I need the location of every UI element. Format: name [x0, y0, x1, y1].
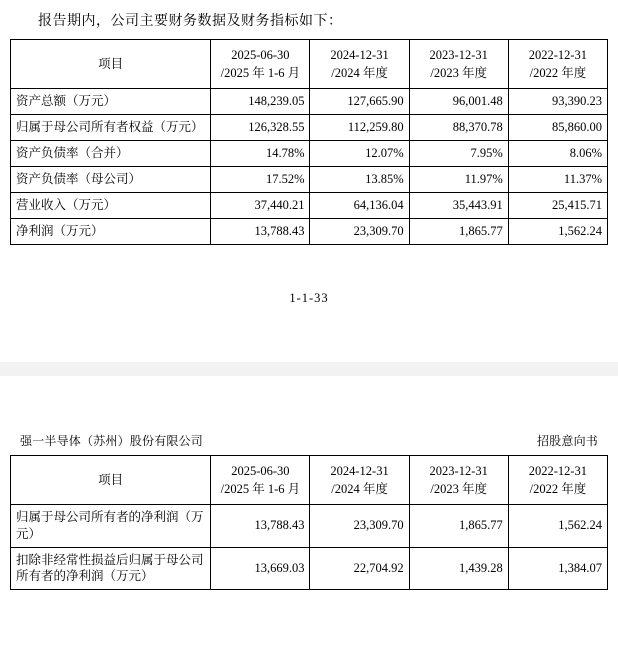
- row-value: 35,443.91: [409, 192, 508, 218]
- header-line-1: 2023-12-31: [429, 48, 488, 62]
- document-page-two: [0, 432, 618, 593]
- table-header-row: [11, 40, 608, 89]
- header-line-1: 项目: [98, 57, 124, 72]
- running-header-company: 强一半导体（苏州）股份有限公司: [20, 433, 204, 448]
- row-label: 扣除非经常性损益后归属于母公司所有者的净利润（万元）: [11, 547, 211, 590]
- header-line-2: /2023 年度: [430, 481, 488, 496]
- row-value: 85,860.00: [508, 115, 607, 141]
- row-value: 88,370.78: [409, 115, 508, 141]
- table-body: [11, 504, 608, 590]
- row-value: 127,665.90: [310, 89, 409, 115]
- row-label: 资产负债率（母公司）: [11, 166, 211, 192]
- row-value: 1,865.77: [409, 218, 508, 244]
- header-line-1: 2025-06-30: [231, 463, 290, 478]
- table-row: [11, 166, 608, 192]
- header-cell-period-3: [409, 40, 508, 89]
- row-value: 7.95%: [409, 141, 508, 167]
- header-line-1: 2022-12-31: [528, 48, 588, 62]
- header-cell-period-4: [508, 455, 607, 504]
- row-value: 22,704.92: [310, 547, 409, 590]
- header-cell-item: [11, 40, 211, 89]
- row-value: 11.37%: [508, 166, 607, 192]
- header-line-1: 2024-12-31: [330, 463, 389, 478]
- row-label: 资产负债率（合并）: [11, 141, 211, 167]
- header-cell-period-2: [310, 455, 409, 504]
- financial-summary-table-wrapper: [10, 39, 608, 247]
- page-gap-spacer-bottom: [0, 376, 618, 432]
- row-value: 23,309.70: [310, 218, 409, 244]
- header-line-2: /2024 年度: [331, 66, 388, 81]
- row-label: 资产总额（万元）: [11, 89, 211, 115]
- header-line-2: /2025 年 1-6 月: [220, 66, 301, 81]
- row-value: 25,415.71: [508, 192, 607, 218]
- row-value: 1,562.24: [508, 218, 607, 244]
- row-value: 23,309.70: [310, 504, 409, 547]
- header-cell-period-1: [211, 455, 310, 504]
- table-row: [11, 547, 608, 590]
- row-value: 1,384.07: [508, 547, 607, 590]
- row-value: 13,669.03: [211, 547, 310, 590]
- row-value: 93,390.23: [508, 89, 607, 115]
- header-line-2: /2024 年度: [331, 481, 388, 496]
- row-label: 归属于母公司所有者的净利润（万元）: [11, 504, 211, 547]
- document-page-one: [0, 0, 618, 306]
- row-value: 37,440.21: [211, 192, 310, 218]
- table-row: [11, 89, 608, 115]
- header-line-1: 项目: [98, 472, 124, 487]
- row-value: 8.06%: [508, 141, 607, 167]
- table-header: [11, 455, 608, 504]
- header-line-2: /2022 年度: [529, 481, 587, 496]
- row-value: 96,001.48: [409, 89, 508, 115]
- header-cell-period-3: [409, 455, 508, 504]
- row-value: 1,865.77: [409, 504, 508, 547]
- table-row: [11, 504, 608, 547]
- table-body: [11, 89, 608, 244]
- intro-paragraph: 报告期内，公司主要财务数据及财务指标如下：: [38, 14, 343, 29]
- page-number: 1-1-33: [289, 290, 329, 305]
- row-value: 11.97%: [409, 166, 508, 192]
- row-label: 归属于母公司所有者权益（万元）: [11, 115, 211, 141]
- row-value: 1,562.24: [508, 504, 607, 547]
- profit-table-wrapper: [10, 455, 608, 593]
- table-row: [11, 141, 608, 167]
- running-header: [10, 432, 608, 455]
- table-header: [11, 40, 608, 89]
- row-value: 13,788.43: [211, 218, 310, 244]
- row-value: 14.78%: [211, 141, 310, 167]
- header-line-2: /2025 年 1-6 月: [220, 481, 301, 496]
- row-value: 12.07%: [310, 141, 409, 167]
- header-line-2: /2023 年度: [430, 66, 488, 81]
- profit-summary-table: [10, 455, 608, 591]
- row-value: 126,328.55: [211, 115, 310, 141]
- header-line-1: 2023-12-31: [429, 463, 488, 478]
- row-label: 净利润（万元）: [11, 218, 211, 244]
- table-header-row: [11, 455, 608, 504]
- header-cell-item: [11, 455, 211, 504]
- row-value: 13,788.43: [211, 504, 310, 547]
- header-cell-period-1: [211, 40, 310, 89]
- row-value: 13.85%: [310, 166, 409, 192]
- row-value: 64,136.04: [310, 192, 409, 218]
- table-row: [11, 115, 608, 141]
- header-line-1: 2022-12-31: [528, 463, 588, 478]
- row-value: 148,239.05: [211, 89, 310, 115]
- row-label: 营业收入（万元）: [11, 192, 211, 218]
- running-header-doc-type: 招股意向书: [536, 433, 598, 448]
- header-cell-period-2: [310, 40, 409, 89]
- table-row: [11, 192, 608, 218]
- page-gap-spacer: [0, 306, 618, 362]
- row-value: 112,259.80: [310, 115, 409, 141]
- header-cell-period-4: [508, 40, 607, 89]
- header-line-2: /2022 年度: [529, 66, 587, 81]
- row-value: 1,439.28: [409, 547, 508, 590]
- header-line-1: 2025-06-30: [231, 48, 290, 62]
- page-separator: [0, 362, 618, 376]
- header-line-1: 2024-12-31: [330, 48, 389, 62]
- table-row: [11, 218, 608, 244]
- row-value: 17.52%: [211, 166, 310, 192]
- financial-summary-table: [10, 39, 608, 245]
